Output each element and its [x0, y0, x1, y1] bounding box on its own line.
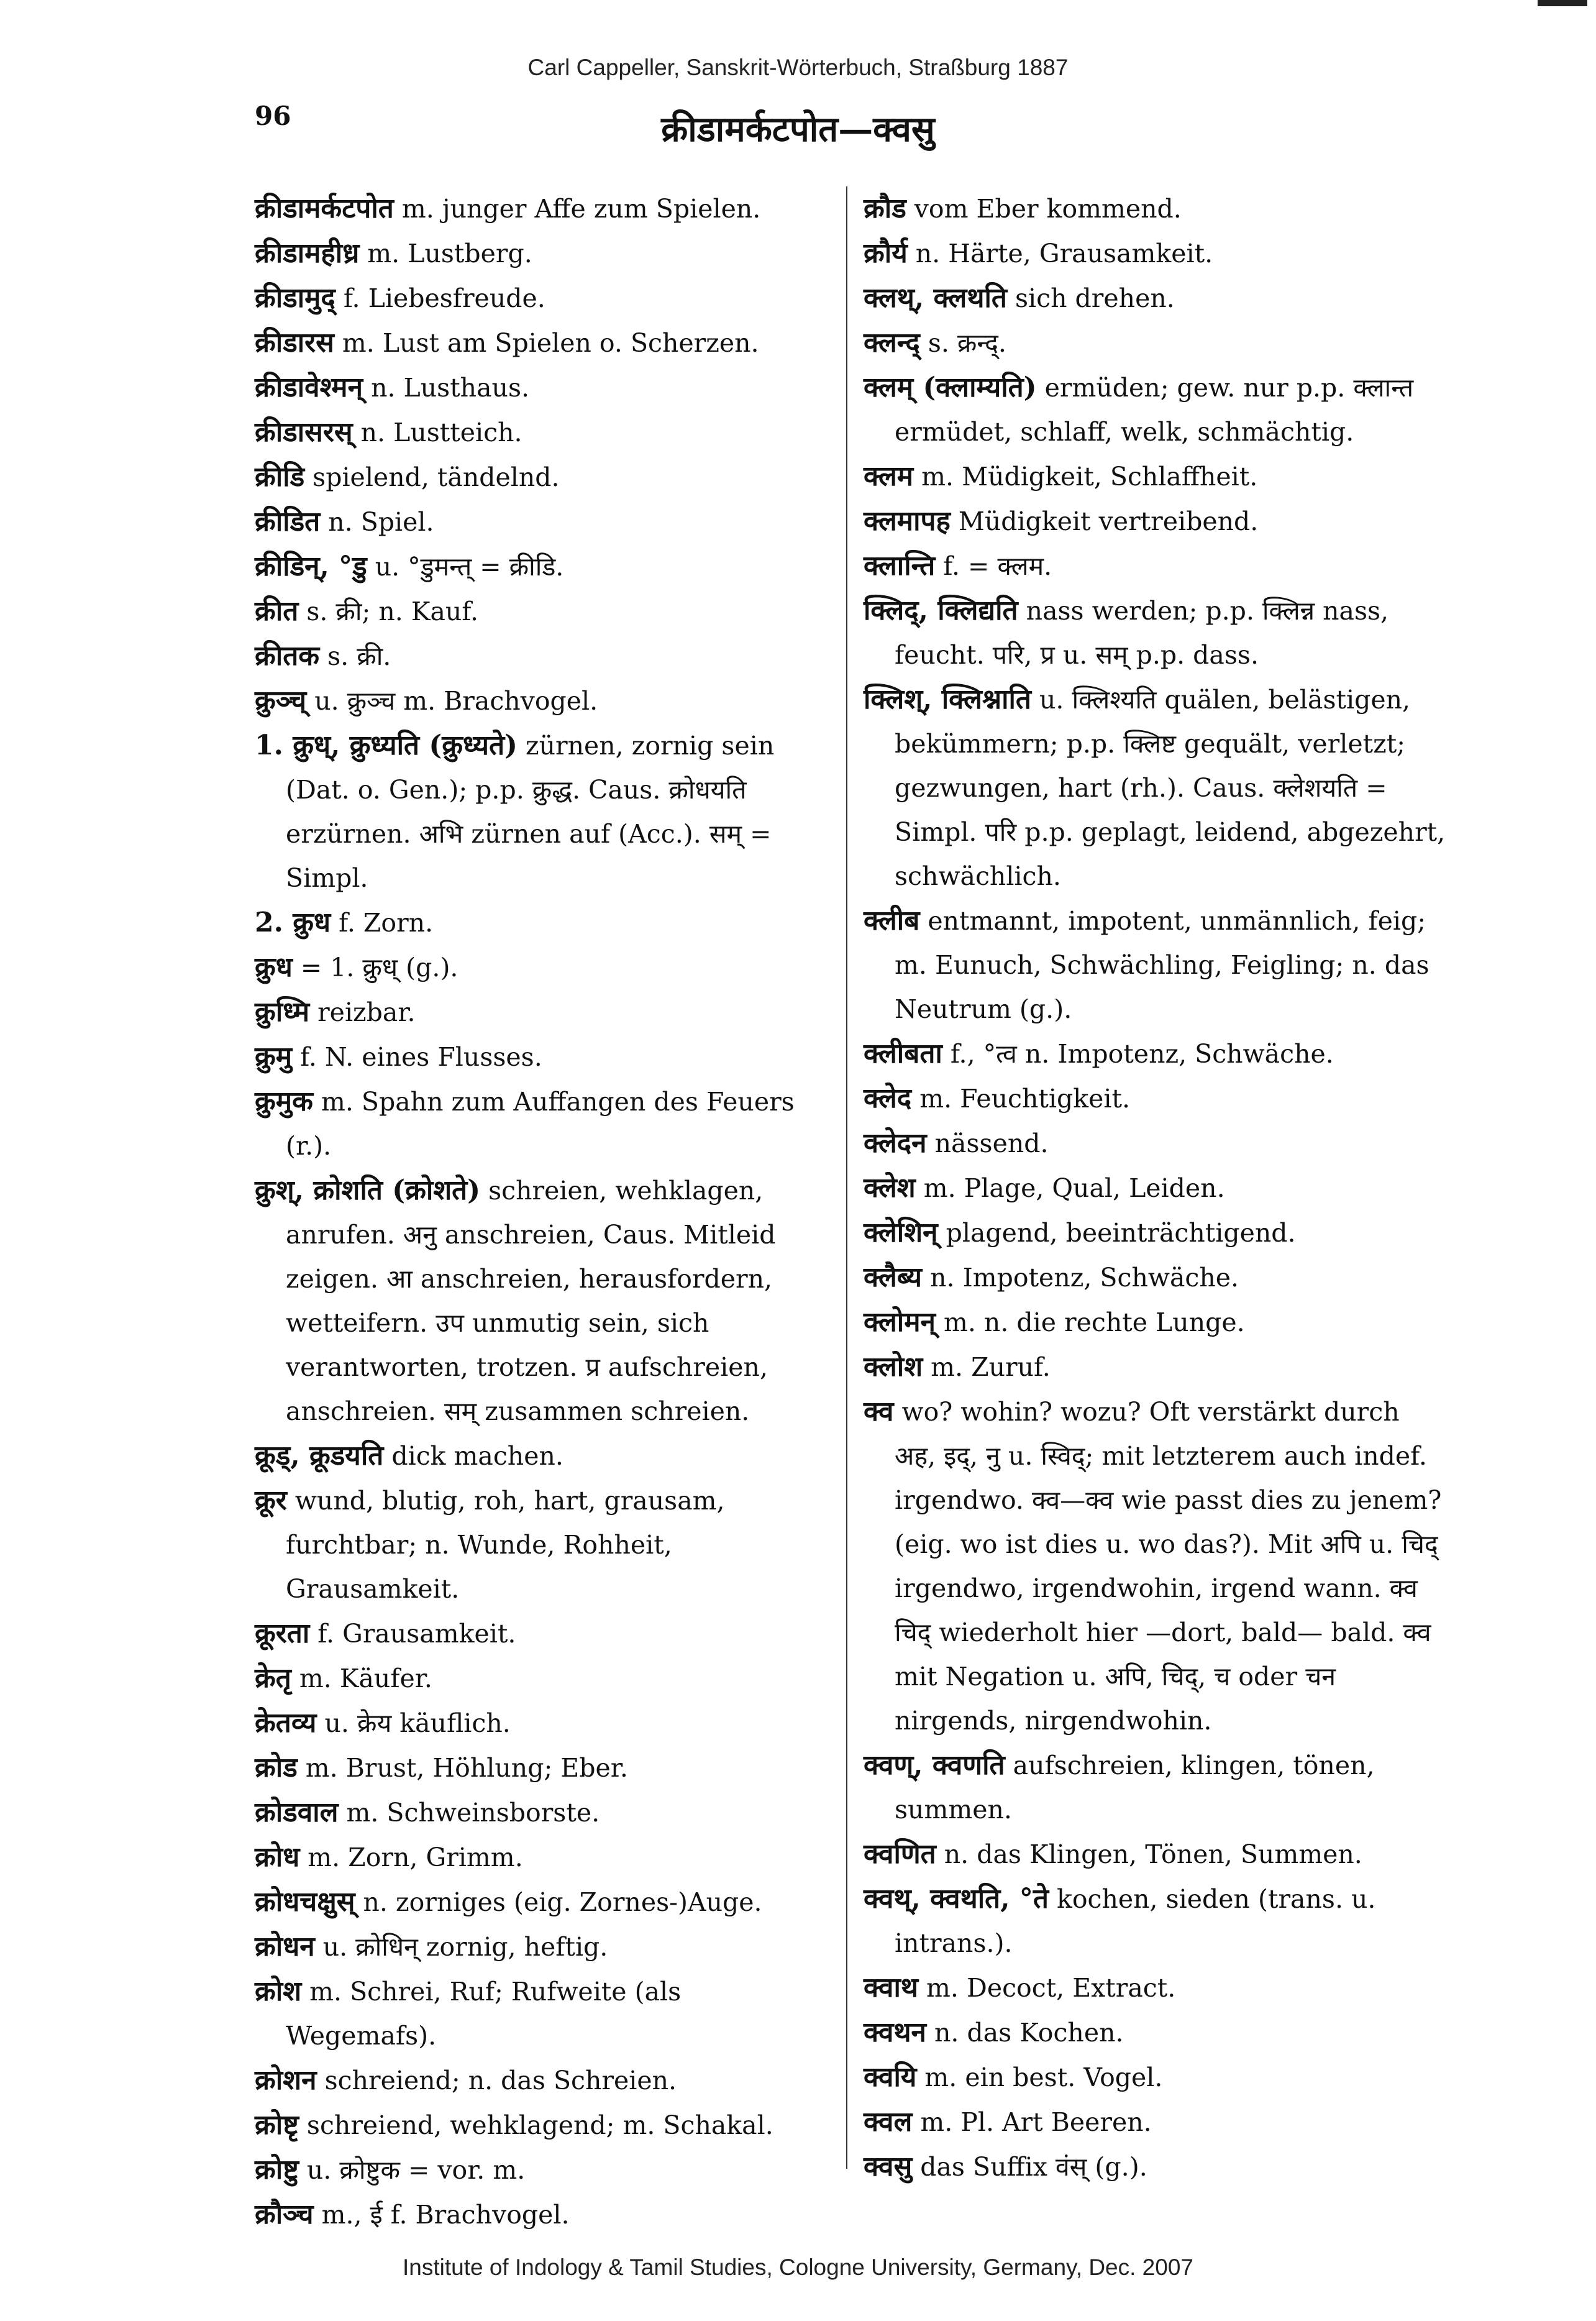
entry-definition: u. क्लिश्यति quälen, belästigen, bekümmern; p.p. क्लिष्ट gequält, verletzt; gezwungen, hart (rh.). Caus. क्लेशयति = Simpl. परि p.p. geplagt, leidend, abgezehrt, schwächlich. — [895, 685, 1446, 891]
dictionary-entry — [864, 588, 1448, 677]
entry-definition: n. Lustteich. — [352, 418, 522, 447]
entry-definition: reizbar. — [309, 997, 416, 1027]
entry-definition: sich drehen. — [1006, 283, 1175, 313]
entry-definition: Müdigkeit vertreibend. — [950, 506, 1259, 536]
column-divider — [846, 186, 847, 2169]
dictionary-entry — [255, 410, 839, 455]
dictionary-entry — [255, 945, 839, 990]
entry-definition: zürnen, zornig sein (Dat. o. Gen.); p.p. क्रुद्ध. Caus. क्रोधयति erzürnen. अभि zürnen auf (Acc.). सम् = Simpl. — [286, 731, 775, 893]
dictionary-entry — [864, 1300, 1448, 1345]
entry-headword: क्लेश — [864, 1172, 916, 1204]
entry-headword: क्वाथ — [864, 1972, 918, 2003]
dictionary-entry — [255, 1478, 839, 1611]
entry-definition: f. N. eines Flusses. — [292, 1042, 542, 1072]
entry-definition: ermüden; gew. nur p.p. क्लान्त ermüdet, schlaff, welk, schmächtig. — [895, 373, 1414, 447]
dictionary-entry — [255, 2058, 839, 2103]
dictionary-entry — [864, 186, 1448, 231]
entry-headword: क्रीतक — [255, 640, 320, 672]
entry-headword: क्लिश्, क्लिश्नाति — [864, 684, 1031, 715]
entry-headword: क्रुध — [255, 951, 293, 983]
entry-definition: m. Zorn, Grimm. — [299, 1843, 523, 1872]
dictionary-entry — [255, 231, 839, 276]
entry-headword: क्रौड — [864, 193, 906, 224]
entry-headword: क्वसु — [864, 2151, 913, 2182]
dictionary-entry — [864, 231, 1448, 276]
entry-definition: n. zorniges (eig. Zornes-)Auge. — [355, 1887, 762, 1917]
entry-definition: s. क्रन्द्. — [919, 328, 1006, 358]
entry-definition: m. n. die rechte Lunge. — [935, 1307, 1245, 1337]
dictionary-entry — [255, 1746, 839, 1790]
entry-headword: क्वण्, क्वणति — [864, 1749, 1005, 1781]
entry-definition: n. Lusthaus. — [363, 373, 530, 403]
running-head: क्रीडामर्कटपोत—क्वसु — [661, 109, 935, 150]
entry-definition: u. क्रोष्टुक = vor. m. — [298, 2155, 526, 2185]
entry-definition: n. das Klingen, Tönen, Summen. — [936, 1839, 1362, 1869]
entry-headword: क्रौर्य — [864, 237, 908, 269]
dictionary-entry — [255, 186, 839, 231]
entry-headword: क्रूर — [255, 1485, 287, 1516]
dictionary-entry — [255, 1168, 839, 1434]
dictionary-entry — [255, 1835, 839, 1880]
entry-definition: nässend. — [926, 1128, 1049, 1158]
entry-headword: 1. क्रुध्, क्रुध्यति (क्रुध्यते) — [255, 730, 518, 761]
entry-headword: क्रीडारस — [255, 327, 334, 359]
dictionary-entry — [255, 990, 839, 1035]
entry-headword: क्लोमन् — [864, 1306, 936, 1338]
entry-headword: क्रीडावेश्मन् — [255, 372, 363, 403]
dictionary-entry — [864, 1255, 1448, 1300]
entry-headword: क्रीडित — [255, 506, 321, 538]
scan-edge-mark — [1538, 0, 1587, 6]
entry-headword: क्रेतव्य — [255, 1707, 317, 1739]
dictionary-entry — [255, 900, 839, 945]
page-number: 96 — [255, 101, 291, 131]
dictionary-entry — [255, 1434, 839, 1478]
entry-headword: क्रोशन — [255, 2064, 317, 2096]
entry-headword: क्व — [864, 1396, 894, 1427]
entry-definition: s. क्री. — [319, 641, 391, 671]
entry-definition: m. Käufer. — [291, 1664, 432, 1693]
entry-definition: n. Spiel. — [320, 507, 434, 537]
dictionary-entry — [255, 1969, 839, 2058]
entry-definition: m. ein best. Vogel. — [916, 2062, 1163, 2092]
entry-definition: u. क्रुञ्च m. Brachvogel. — [306, 686, 598, 716]
entry-definition: m., ई f. Brachvogel. — [313, 2200, 570, 2230]
entry-definition: schreien, wehklagen, anrufen. अनु anschreien, Caus. Mitleid zeigen. आ anschreien, herausfordern, wetteifern. उप unmutig sein, sich verantworten, trotzen. प्र aufschreien, anschreien. सम् zusammen schreien. — [286, 1176, 776, 1426]
entry-headword: क्लमापह — [864, 505, 951, 537]
entry-headword: क्रीडामुद् — [255, 282, 335, 314]
dictionary-entry — [864, 1166, 1448, 1211]
entry-definition: kochen, sieden (trans. u. intrans.). — [895, 1884, 1376, 1958]
dictionary-entry — [255, 365, 839, 410]
entry-headword: क्लन्द् — [864, 327, 920, 359]
entry-headword: क्लेशिन् — [864, 1217, 938, 1248]
dictionary-entry — [255, 679, 839, 723]
entry-headword: क्रोडवाल — [255, 1797, 339, 1828]
dictionary-entry — [255, 1611, 839, 1656]
entry-definition: m. Lustberg. — [359, 239, 532, 268]
entry-headword: क्रीडिन्, °डु — [255, 551, 367, 582]
entry-headword: क्रोधचक्षुस् — [255, 1886, 355, 1918]
entry-headword: क्रौञ्च — [255, 2199, 314, 2230]
dictionary-entry — [864, 2145, 1448, 2189]
entry-headword: क्रेतृ — [255, 1662, 291, 1694]
dictionary-entry — [864, 1877, 1448, 1966]
dictionary-entry — [255, 1079, 839, 1168]
entry-headword: क्रोध — [255, 1841, 300, 1873]
dictionary-entry — [255, 634, 839, 679]
dictionary-entry — [255, 544, 839, 589]
dictionary-entry — [255, 1701, 839, 1746]
entry-definition: f. = क्लम. — [935, 551, 1052, 581]
entry-definition: u. °डुमन्त् = क्रीडि. — [367, 552, 564, 582]
entry-definition: m. Lust am Spielen o. Scherzen. — [334, 328, 759, 358]
dictionary-entry — [864, 2055, 1448, 2100]
entry-definition: m. Feuchtigkeit. — [911, 1084, 1130, 1114]
entry-headword: क्वणित — [864, 1838, 936, 1870]
entry-definition: f., °त्व n. Impotenz, Schwäche. — [942, 1039, 1334, 1069]
entry-headword: क्लम् (क्लाम्यति) — [864, 372, 1037, 403]
right-column — [864, 186, 1448, 2189]
dictionary-entry — [255, 589, 839, 634]
entry-headword: क्रुध्मि — [255, 996, 310, 1028]
dictionary-entry — [864, 1966, 1448, 2010]
entry-definition: u. क्रोधिन् zornig, heftig. — [314, 1932, 608, 1962]
dictionary-entry — [255, 1035, 839, 1079]
entry-headword: क्रोड — [255, 1752, 298, 1783]
dictionary-entry — [255, 1790, 839, 1835]
entry-headword: क्रुमुक — [255, 1086, 313, 1117]
dictionary-entry — [864, 454, 1448, 499]
entry-headword: क्लान्ति — [864, 550, 936, 582]
entry-headword: क्वथन — [864, 2017, 926, 2048]
dictionary-entry — [255, 2148, 839, 2192]
entry-headword: क्लेदन — [864, 1127, 927, 1159]
dictionary-entry — [255, 1880, 839, 1925]
entry-headword: क्रोधन — [255, 1931, 315, 1962]
entry-definition: m. Spahn zum Auffangen des Feuers (r.). — [286, 1087, 795, 1161]
entry-headword: क्रुञ्च् — [255, 685, 307, 716]
dictionary-entry — [255, 2103, 839, 2148]
entry-headword: क्रीडि — [255, 461, 305, 493]
dictionary-entry — [255, 2192, 839, 2237]
entry-headword: क्वल — [864, 2106, 913, 2138]
entry-headword: क्रोष्टृ — [255, 2109, 299, 2141]
dictionary-entry — [864, 1211, 1448, 1255]
entry-definition: m. Plage, Qual, Leiden. — [915, 1173, 1225, 1203]
entry-headword: क्लिद्, क्लिद्यति — [864, 595, 1018, 626]
entry-definition: schreiend, wehklagend; m. Schakal. — [298, 2110, 773, 2140]
entry-headword: क्रीडासरस् — [255, 416, 353, 448]
entry-definition: entmannt, impotent, unmännlich, feig; m. Eunuch, Schwächling, Feigling; n. das Neutrum (g.). — [895, 906, 1430, 1024]
dictionary-entry — [864, 2010, 1448, 2055]
entry-headword: क्लोश — [864, 1351, 923, 1383]
dictionary-entry — [255, 1656, 839, 1701]
entry-headword: क्लेद — [864, 1083, 912, 1114]
dictionary-entry — [864, 1389, 1448, 1743]
entry-headword: क्रोश — [255, 1975, 302, 2007]
entry-headword: क्लैब्य — [864, 1261, 923, 1293]
entry-definition: n. Härte, Grausamkeit. — [907, 239, 1213, 268]
entry-headword: 2. क्रुध — [255, 907, 331, 938]
entry-definition: wo? wohin? wozu? Oft verstärkt durch अह, इद्, नु u. स्विद्; mit letzterem auch indef. irgendwo. क्व—क्व wie passt dies zu jenem? (eig. wo ist dies u. wo das?). Mit अपि u. चिद् irgendwo, irgendwohin, irgend wann. क्व चिद् wiederholt hier —dort, bald— bald. क्व mit Negation u. अपि, चिद्, च oder चन nirgends, nirgendwohin. — [893, 1397, 1442, 1736]
entry-definition: f. Grausamkeit. — [309, 1619, 516, 1649]
entry-definition: plagend, beeinträchtigend. — [937, 1218, 1296, 1248]
dictionary-entry — [864, 499, 1448, 544]
entry-definition: m. Zuruf. — [923, 1352, 1051, 1382]
entry-headword: क्रीत — [255, 595, 299, 627]
entry-definition: u. क्रेय käuflich. — [316, 1708, 511, 1738]
dictionary-entry — [255, 723, 839, 900]
entry-definition: m. Pl. Art Beeren. — [912, 2107, 1152, 2137]
left-column — [255, 186, 839, 2237]
entry-definition: = 1. क्रुध् (g.). — [292, 953, 458, 982]
entry-definition: spielend, tändelnd. — [304, 462, 560, 492]
entry-definition: m. junger Affe zum Spielen. — [393, 194, 761, 224]
entry-definition: aufschreien, klingen, tönen, summen. — [895, 1751, 1375, 1824]
entry-headword: क्रुश्, क्रोशति (क्रोशते) — [255, 1174, 481, 1206]
footer-credit: Institute of Indology & Tamil Studies, Cologne University, Germany, Dec. 2007 — [402, 2255, 1193, 2280]
entry-definition: m. Brust, Höhlung; Eber. — [297, 1753, 628, 1783]
entry-definition: m. Schrei, Ruf; Rufweite (als Wegemafs). — [286, 1977, 682, 2051]
entry-definition: wund, blutig, roh, hart, grausam, furchtbar; n. Wunde, Rohheit, Grausamkeit. — [286, 1486, 725, 1604]
entry-headword: क्वथ्, क्वथति, °ते — [864, 1883, 1049, 1915]
entry-definition: das Suffix वंस् (g.). — [912, 2152, 1147, 2182]
entry-definition: m. Müdigkeit, Schlaffheit. — [913, 462, 1258, 492]
dictionary-entry — [864, 1121, 1448, 1166]
dictionary-entry — [864, 1832, 1448, 1877]
entry-definition: f. Zorn. — [331, 908, 434, 938]
entry-definition: m. Decoct, Extract. — [918, 1973, 1176, 2003]
entry-headword: क्लीबता — [864, 1038, 942, 1069]
entry-headword: क्वयि — [864, 2061, 917, 2093]
dictionary-entry — [864, 276, 1448, 321]
entry-headword: क्लम — [864, 460, 914, 492]
dictionary-entry — [864, 321, 1448, 365]
dictionary-entry — [864, 544, 1448, 588]
entry-headword: क्रुमु — [255, 1041, 293, 1073]
dictionary-entry — [864, 1345, 1448, 1389]
dictionary-entry — [255, 276, 839, 321]
entry-definition: f. Liebesfreude. — [335, 283, 545, 313]
dictionary-entry — [255, 321, 839, 365]
dictionary-entry — [864, 365, 1448, 454]
dictionary-entry — [255, 500, 839, 544]
entry-definition: m. Schweinsborste. — [338, 1798, 600, 1828]
dictionary-entry — [864, 2100, 1448, 2145]
entry-definition: dick machen. — [383, 1441, 563, 1471]
dictionary-entry — [864, 1076, 1448, 1121]
entry-headword: क्रीडामहीध्र — [255, 237, 360, 269]
entry-headword: क्रूड्, क्रूडयति — [255, 1440, 384, 1472]
entry-definition: vom Eber kommend. — [906, 194, 1182, 224]
entry-headword: क्लथ्, क्लथति — [864, 282, 1007, 314]
dictionary-entry — [255, 1925, 839, 1969]
entry-definition: n. Impotenz, Schwäche. — [922, 1263, 1239, 1293]
entry-headword: क्रोष्टु — [255, 2154, 299, 2186]
entry-definition: n. das Kochen. — [926, 2018, 1124, 2048]
dictionary-entry — [864, 1032, 1448, 1076]
entry-definition: s. क्री; n. Kauf. — [298, 597, 479, 626]
entry-definition: schreiend; n. das Schreien. — [316, 2066, 677, 2095]
entry-headword: क्रीडामर्कटपोत — [255, 193, 394, 224]
dictionary-entry — [864, 677, 1448, 899]
dictionary-entry — [864, 1743, 1448, 1832]
entry-headword: क्लीब — [864, 905, 920, 936]
source-citation: Carl Cappeller, Sanskrit-Wörterbuch, Straßburg 1887 — [527, 55, 1069, 80]
entry-headword: क्रूरता — [255, 1618, 310, 1649]
dictionary-entry — [864, 899, 1448, 1032]
entry-definition: nass werden; p.p. क्लिन्न nass, feucht. परि, प्र u. सम् p.p. dass. — [895, 596, 1389, 670]
dictionary-entry — [255, 455, 839, 500]
